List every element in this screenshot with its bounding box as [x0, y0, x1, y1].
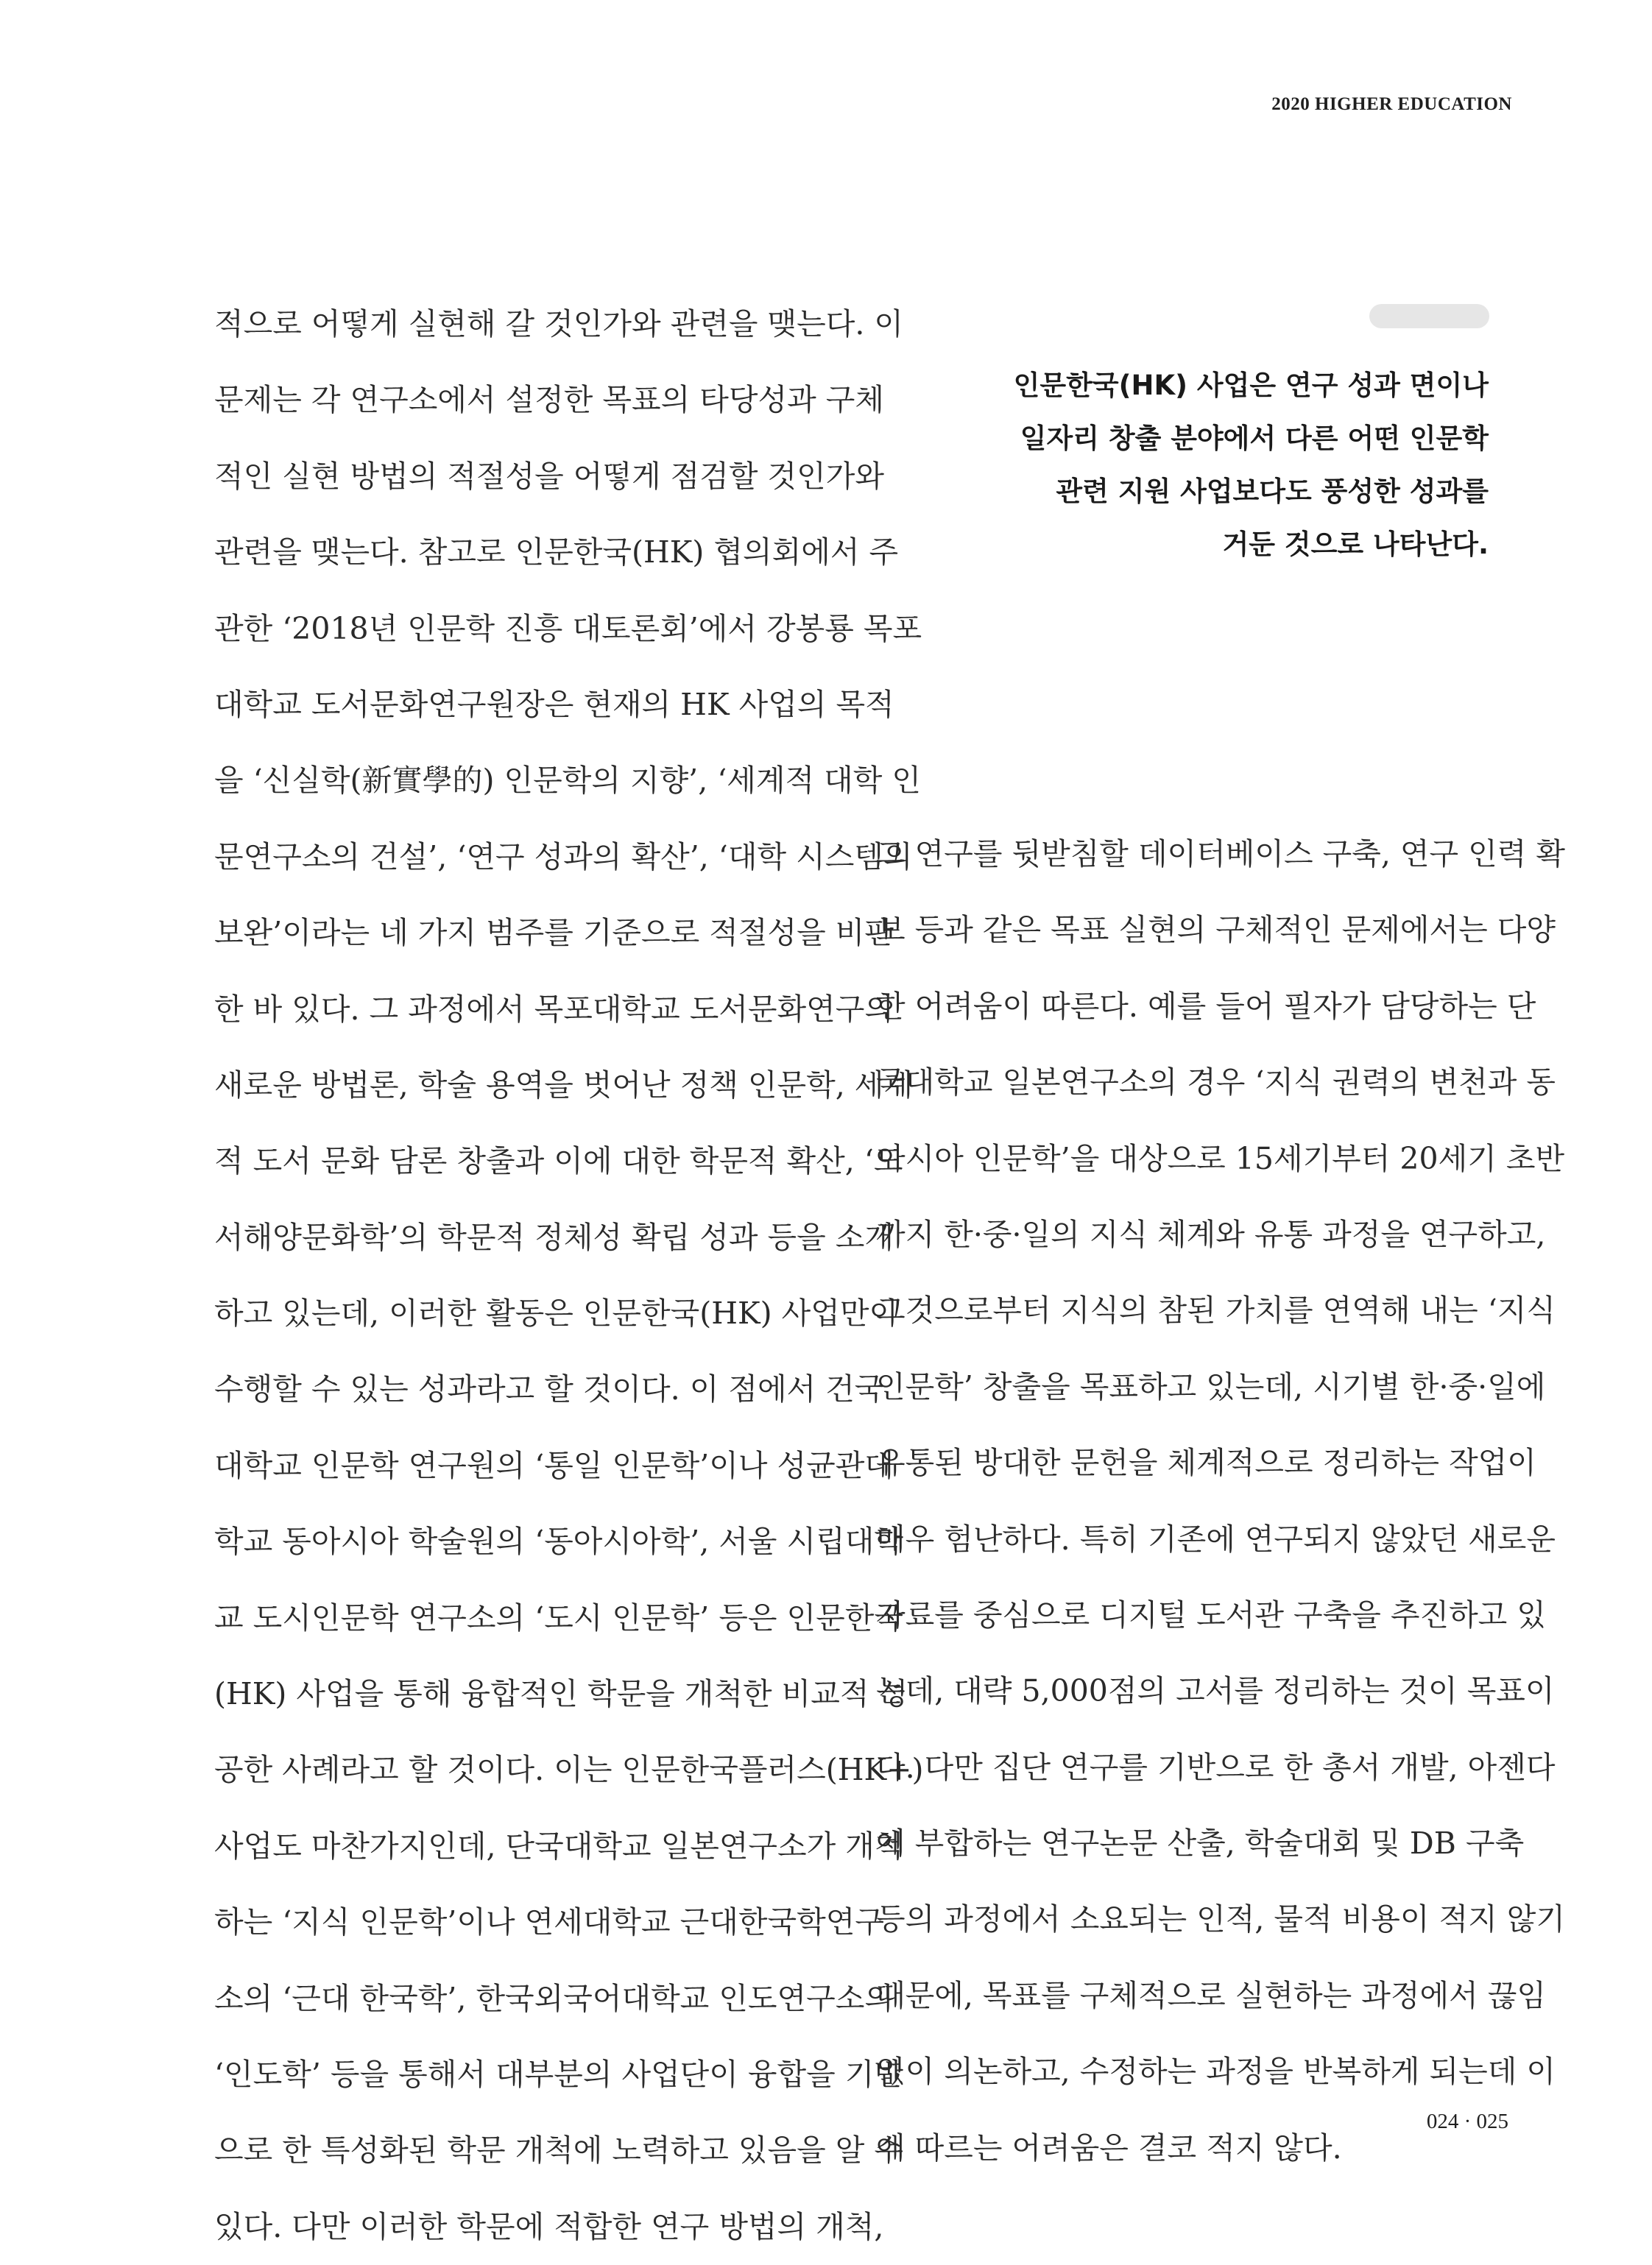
body-text-line: 적인 실현 방법의 적절성을 어떻게 점검할 것인가와: [214, 458, 884, 494]
pull-quote-line: 인문한국(HK) 사업은 연구 성과 면이나: [1013, 370, 1489, 401]
body-text-line: 인문학’ 창출을 목표하고 있는데, 시기별 한·중·일에: [876, 1368, 1546, 1404]
running-header: 2020 HIGHER EDUCATION: [1271, 94, 1512, 114]
body-text-line: 그 연구를 뒷받침할 데이터베이스 구축, 연구 인력 확: [876, 836, 1565, 872]
body-text-line: 교 도시인문학 연구소의 ‘도시 인문학’ 등은 인문한국: [214, 1600, 903, 1636]
body-text-line: 다. 다만 집단 연구를 기반으로 한 총서 개발, 아젠다: [876, 1749, 1556, 1785]
body-text-line: 사업도 마찬가지인데, 단국대학교 일본연구소가 개척: [214, 1828, 904, 1864]
body-text-line: 관련을 맺는다. 참고로 인문한국(HK) 협의회에서 주: [214, 534, 899, 570]
body-text-line: 소의 ‘근대 한국학’, 한국외국어대학교 인도연구소의: [214, 1980, 894, 2016]
body-text-line: 에 부합하는 연구논문 산출, 학술대회 및 DB 구축: [876, 1826, 1525, 1862]
body-text-line: 을 ‘신실학(新實學的) 인문학의 지향’, ‘세계적 대학 인: [214, 763, 922, 799]
body-text-line: 국대학교 일본연구소의 경우 ‘지식 권력의 변천과 동: [876, 1064, 1556, 1100]
body-text-line: 보완’이라는 네 가지 범주를 기준으로 적절성을 비판: [214, 915, 894, 951]
body-text-line: 자료를 중심으로 디지털 도서관 구축을 추진하고 있: [876, 1597, 1546, 1633]
body-text-line: 한 어려움이 따른다. 예를 들어 필자가 담당하는 단: [876, 988, 1536, 1024]
body-text-line: 적 도서 문화 담론 창출과 이에 대한 학문적 확산, ‘도: [214, 1143, 903, 1179]
pull-quote: [973, 359, 1489, 571]
body-column-left: [214, 286, 924, 2265]
body-text-line: 문연구소의 건설’, ‘연구 성과의 확산’, ‘대학 시스템의: [214, 838, 913, 874]
body-text-line: 등의 과정에서 소요되는 인적, 물적 비용이 적지 않기: [876, 1901, 1565, 1937]
body-text-line: 공한 사례라고 할 것이다. 이는 인문한국플러스(HK+): [214, 1752, 924, 1788]
body-text-line: 적으로 어떻게 실현해 갈 것인가와 관련을 맺는다. 이: [214, 306, 903, 342]
body-text-line: 하고 있는데, 이러한 활동은 인문한국(HK) 사업만이: [214, 1296, 899, 1332]
body-text-line: ‘인도학’ 등을 통해서 대부분의 사업단이 융합을 기반: [214, 2056, 903, 2092]
body-text-line: 서해양문화학’의 학문적 정체성 확립 성과 등을 소개: [214, 1219, 894, 1255]
body-text-line: 문제는 각 연구소에서 설정한 목표의 타당성과 구체: [214, 382, 884, 418]
body-text-line: 새로운 방법론, 학술 용역을 벗어난 정책 인문학, 세계: [214, 1067, 914, 1103]
body-text-line: 있다. 다만 이러한 학문에 적합한 연구 방법의 개척,: [214, 2208, 884, 2244]
body-text-line: 때문에, 목표를 구체적으로 실현하는 과정에서 끊임: [876, 1977, 1546, 2013]
body-text-line: 에 따르는 어려움은 결코 적지 않다.: [876, 2130, 1342, 2166]
body-text-line: 매우 험난하다. 특히 기존에 연구되지 않았던 새로운: [876, 1521, 1556, 1557]
body-text-line: 한 바 있다. 그 과정에서 목포대학교 도서문화연구의: [214, 991, 894, 1027]
body-text-line: 아시아 인문학’을 대상으로 15세기부터 20세기 초반: [876, 1140, 1565, 1176]
body-column-right: [876, 816, 1565, 2186]
pull-quote-line: 거둔 것으로 나타난다.: [1222, 529, 1489, 560]
body-text-line: 그것으로부터 지식의 참된 가치를 연역해 내는 ‘지식: [876, 1293, 1556, 1329]
body-text-line: (HK) 사업을 통해 융합적인 학문을 개척한 비교적 성: [214, 1676, 908, 1712]
pull-quote-line: 일자리 창출 분야에서 다른 어떤 인문학: [1020, 423, 1489, 454]
body-text-line: 보 등과 같은 목표 실현의 구체적인 문제에서는 다양: [876, 912, 1556, 948]
pull-quote-line: 관련 지원 사업보다도 풍성한 성과를: [1056, 476, 1489, 507]
body-text-line: 학교 동아시아 학술원의 ‘동아시아학’, 서울 시립대학: [214, 1524, 903, 1560]
body-text-line: 까지 한·중·일의 지식 체계와 유통 과정을 연구하고,: [876, 1216, 1546, 1252]
body-text-line: 수행할 수 있는 성과라고 할 것이다. 이 점에서 건국: [214, 1371, 884, 1407]
body-text-line: 유통된 방대한 문헌을 체계적으로 정리하는 작업이: [876, 1445, 1536, 1481]
body-text-line: 대학교 인문학 연구원의 ‘통일 인문학’이나 성균관대: [214, 1447, 894, 1483]
body-text-line: 는데, 대략 5,000점의 고서를 정리하는 것이 목표이: [876, 1673, 1555, 1709]
body-text-line: 관한 ‘2018년 인문학 진흥 대토론회’에서 강봉룡 목포: [214, 610, 922, 646]
body-text-line: 으로 한 특성화된 학문 개척에 노력하고 있음을 알 수: [214, 2133, 903, 2169]
body-text-line: 하는 ‘지식 인문학’이나 연세대학교 근대한국학연구: [214, 1904, 884, 1940]
page-number: 024 · 025: [1426, 2110, 1508, 2133]
pull-quote-accent-bar: [1369, 304, 1489, 328]
body-text-line: 없이 의논하고, 수정하는 과정을 반복하게 되는데 이: [876, 2054, 1556, 2090]
body-text-line: 대학교 도서문화연구원장은 현재의 HK 사업의 목적: [214, 686, 894, 722]
